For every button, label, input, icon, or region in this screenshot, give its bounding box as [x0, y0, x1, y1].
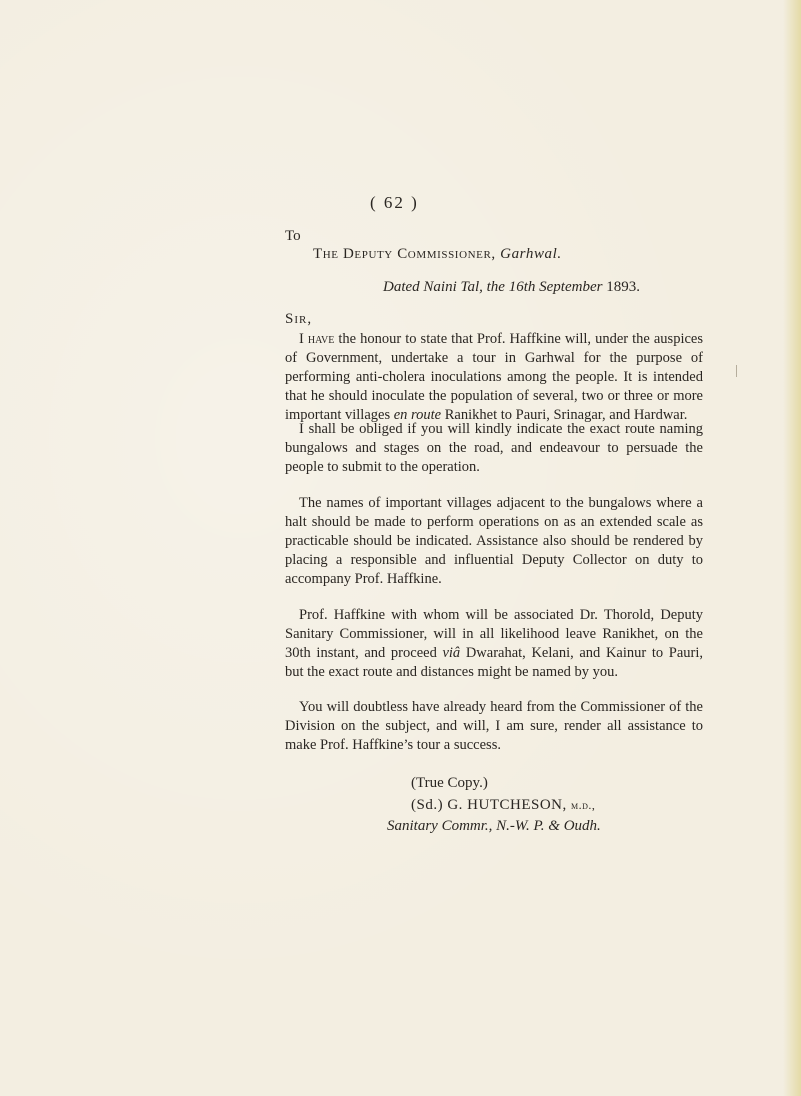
date-text: Dated Naini Tal, the 16th September: [383, 279, 603, 295]
to-label: To: [285, 228, 301, 244]
addressee-title: The Deputy Commissioner,: [313, 246, 496, 262]
paragraph-2: I shall be obliged if you will kindly indicate the exact route naming bungalows and stages on the road, and endeavour to persuade the people to submit to the operation.: [285, 421, 703, 475]
addressee: [313, 246, 562, 263]
salutation: Sir,: [285, 311, 313, 327]
paragraph-1-italic: en route: [393, 407, 442, 423]
paragraph-4: [285, 606, 703, 682]
signatory-office: Sanitary Commr., N.-W. P. & Oudh.: [387, 818, 601, 834]
paragraph-4-text-b: Dwarahat, Kelani, and Kainur to Pauri, but the exact route and distances might be named by you.: [285, 645, 704, 680]
addressee-place: Garhwal.: [500, 246, 562, 262]
paragraph-1-text-a: the honour to state that Prof. Haffkine will, under the auspices of Government, undertake a tour in Garhwal for the purpose of performing anti-cholera inoculations among the people. It is intended that he should inoculate the population of several, two or three or more important villages: [285, 331, 703, 423]
date-year: 1893.: [606, 279, 640, 295]
signature-line: [411, 797, 595, 814]
signature-name: (Sd.) G. HUTCHESON,: [411, 797, 567, 813]
signature-degree: m.d.,: [571, 798, 596, 812]
date-line: [383, 279, 640, 296]
paragraph-5: You will doubtless have already heard from the Commissioner of the Division on the subject, and will, I am sure, render all assistance to make Prof. Haffkine’s tour a success.: [285, 699, 703, 753]
margin-mark: [736, 365, 737, 377]
paragraph-1-lead: I have: [299, 331, 335, 347]
true-copy-note: (True Copy.): [411, 775, 488, 791]
page-number: ( 62 ): [370, 193, 419, 212]
paragraph-1-text-b: Ranikhet to Pauri, Srinagar, and Hardwar.: [441, 407, 688, 423]
paragraph-4-italic: viâ: [442, 645, 461, 661]
paragraph-4-text-a: Prof. Haffkine with whom will be associated Dr. Thorold, Deputy Sanitary Commissioner, will in all likelihood leave Ranikhet, on the 30th instant, and proceed: [285, 607, 703, 661]
page-edge: [783, 0, 801, 1096]
paragraph-3: The names of important villages adjacent to the bungalows where a halt should be made to perform operations on as an extended scale as practicable should be indicated. Assistance also should be rendered by placing a responsible and influential Deputy Collector on duty to accompany Prof. Haffkine.: [285, 495, 703, 587]
paragraph-1: [285, 330, 703, 425]
